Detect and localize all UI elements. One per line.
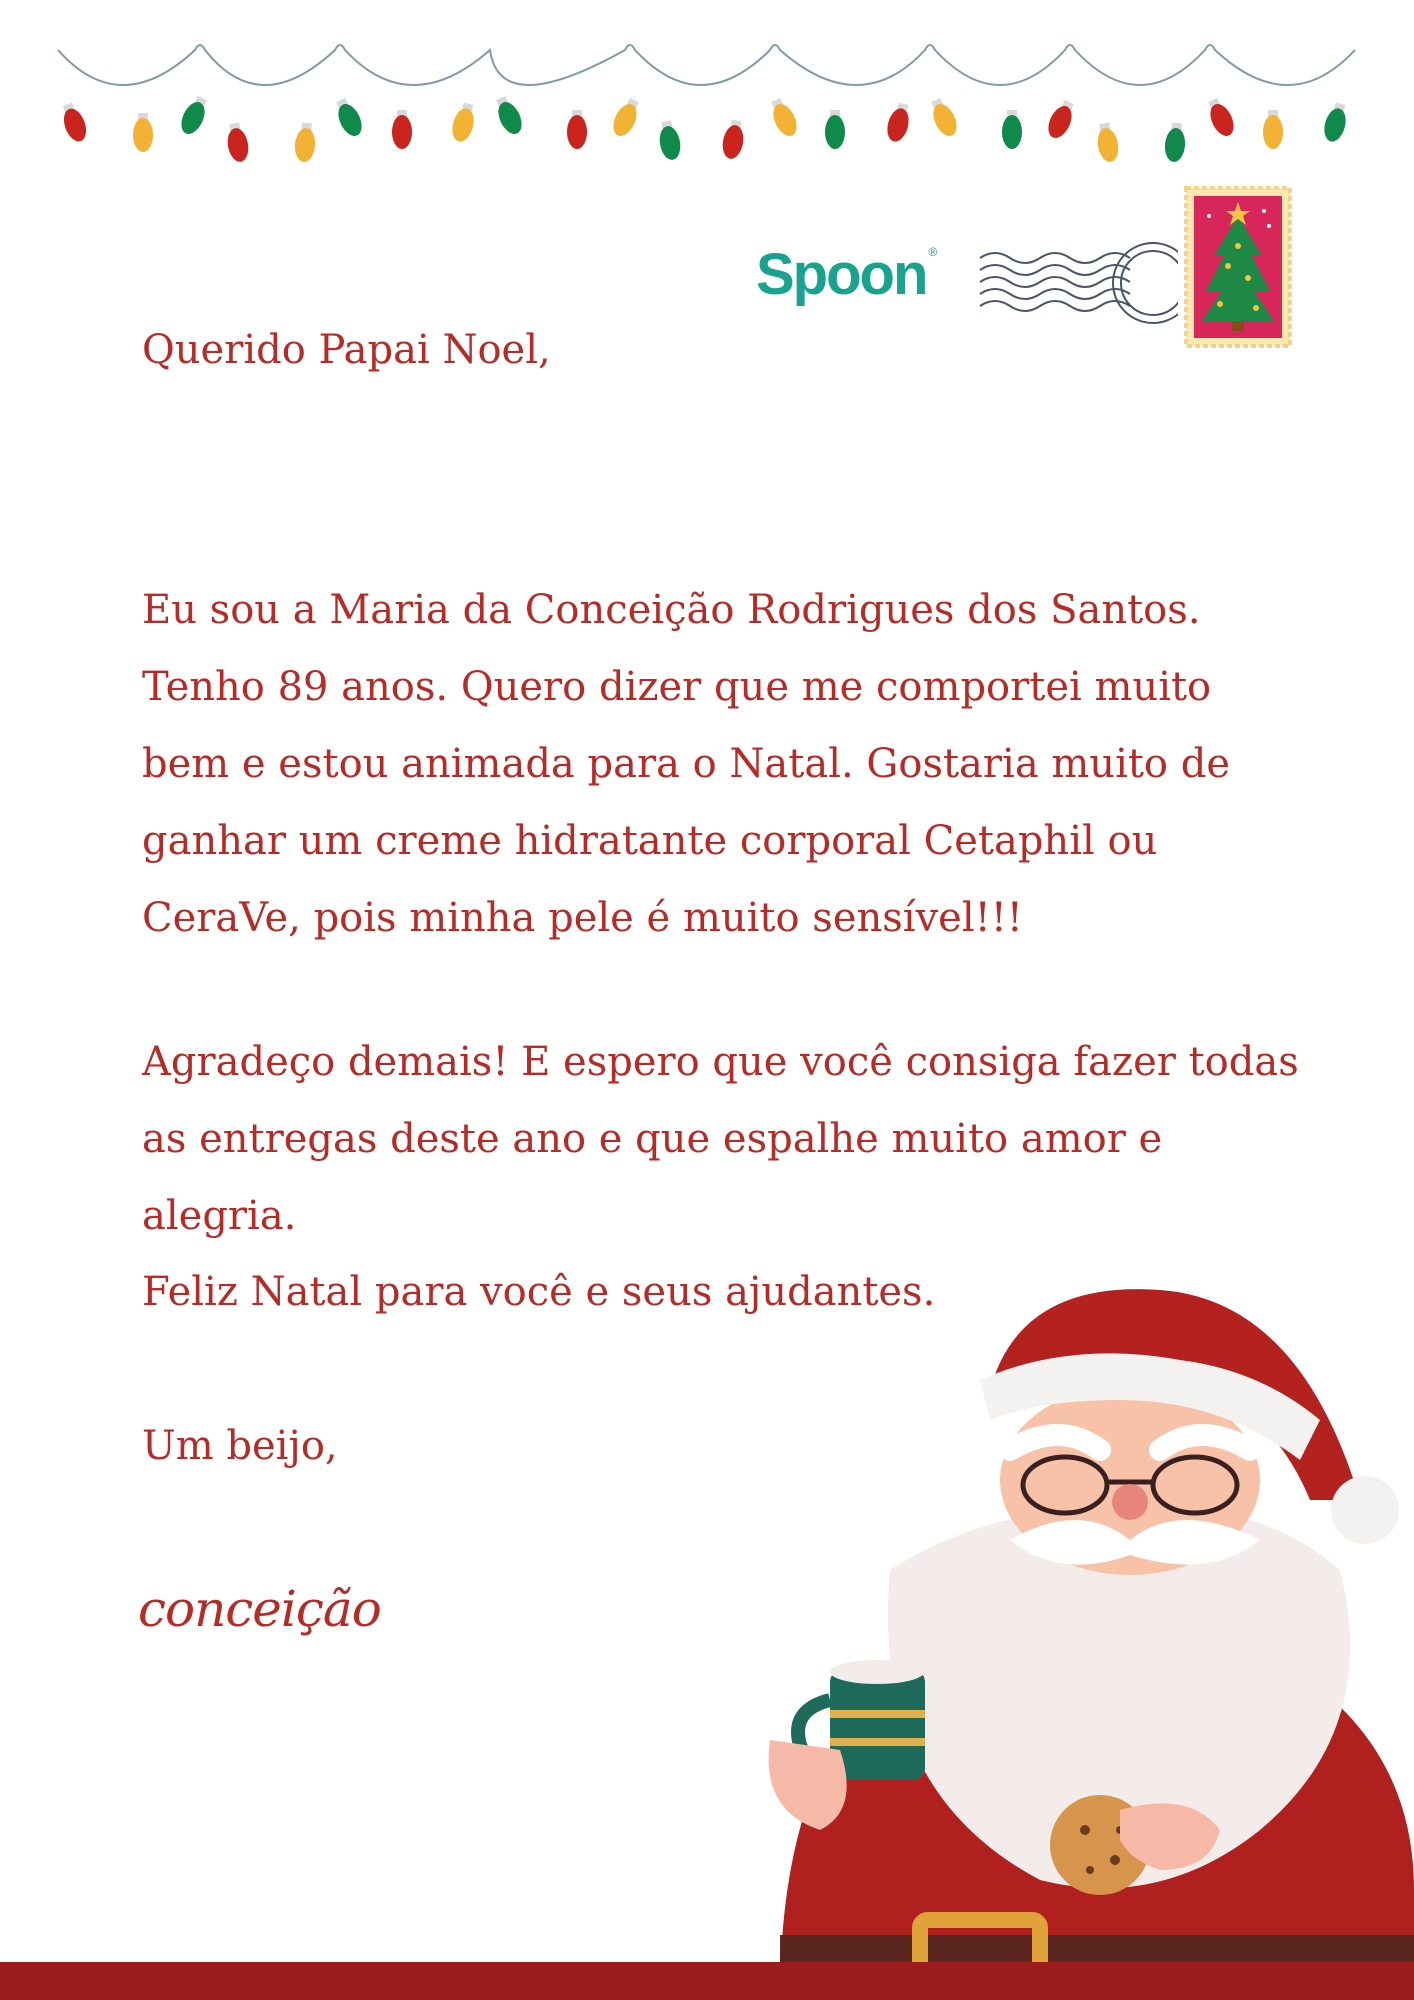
light-bulb-icon — [58, 101, 90, 144]
light-bulb-icon — [224, 122, 250, 164]
letter-paragraph: Agradeço demais! E espero que você consiga fazer todas as entregas deste ano e que espalhe muito amor e alegria. — [142, 1039, 1299, 1239]
letter-paragraph: Feliz Natal para você e seus ajudantes. — [142, 1269, 936, 1315]
santa-claus-icon — [740, 1270, 1414, 2000]
light-bulb-icon — [927, 96, 962, 140]
light-bulb-icon — [825, 110, 845, 149]
light-bulb-icon — [656, 120, 682, 162]
light-bulb-icon — [332, 96, 367, 140]
closing: Um beijo, — [142, 1423, 338, 1469]
registered-mark: ® — [928, 245, 938, 259]
light-bulb-icon — [1002, 110, 1022, 149]
light-bulb-icon — [1164, 122, 1187, 163]
light-bulb-icon — [1263, 110, 1283, 149]
light-bulb-icon — [1321, 101, 1350, 144]
light-bulb-icon — [492, 94, 527, 138]
light-bulb-icon — [177, 94, 212, 138]
signature: conceição — [138, 1580, 381, 1638]
light-bulb-icon — [392, 110, 412, 149]
greeting: Querido Papai Noel, — [142, 327, 551, 373]
light-bulb-icon — [294, 122, 317, 163]
spoon-logo — [756, 242, 938, 307]
light-bulb-icon — [1204, 96, 1239, 140]
light-bulb-icon — [1044, 98, 1079, 142]
light-bulb-icon — [884, 101, 913, 144]
light-bulb-icon — [609, 96, 644, 140]
light-bulb-icon — [767, 96, 802, 140]
light-bulb-icon — [133, 113, 153, 152]
letter-paragraph: Eu sou a Maria da Conceição Rodrigues dos Santos. Tenho 89 anos. Quero dizer que me comportei muito bem e estou animada para o Natal. Gostaria muito de ganhar um creme hidratante corporal Cetaphil ou CeraVe, pois minha pele é muito sensível!!! — [142, 587, 1231, 941]
light-bulb-icon — [449, 101, 478, 144]
logo-text: Spoon — [756, 242, 927, 307]
light-bulb-icon — [1094, 122, 1120, 164]
christmas-lights-icon — [0, 0, 1414, 190]
light-bulb-icon — [720, 119, 746, 161]
light-bulb-icon — [567, 110, 587, 149]
footer-band — [0, 1962, 1414, 2000]
